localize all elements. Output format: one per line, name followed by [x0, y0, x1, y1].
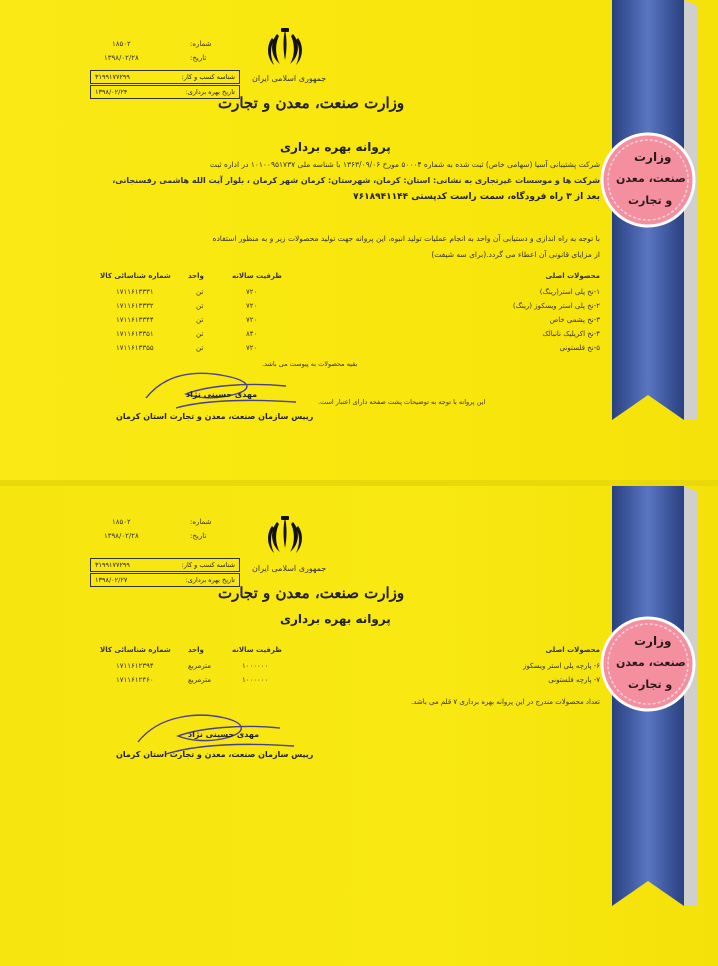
republic-title: جمهوری اسلامی ایران [252, 564, 327, 573]
col-header-products: محصولات اصلی [545, 646, 600, 654]
product-name: ۱-نخ پلی استر(رینگ) [539, 288, 600, 296]
number-value: ۱۸۵۰۲ [112, 518, 131, 526]
seal-line-3: و تجارت [628, 678, 673, 691]
col-header-code: شماره شناسائی کالا [100, 272, 171, 280]
goods-code: ۱۷۱۱۶۱۳۳۵۱ [116, 330, 154, 338]
capacity: ۷۲۰ [246, 316, 258, 324]
capacity: ۱۰۰۰۰۰۰ [242, 676, 269, 684]
unit: تن [196, 302, 204, 310]
goods-code: ۱۷۱۱۶۱۲۳۹۴ [116, 662, 154, 670]
goods-code: ۱۷۱۱۶۱۳۳۳۱ [116, 288, 154, 296]
issue-date-label: تاریخ بهره برداری: [185, 88, 235, 96]
capacity: ۷۲۰ [246, 288, 258, 296]
body-line-1: با توجه به راه اندازی و دستیابی آن واحد به انجام عملیات تولید انبوه، این پروانه جهت تولید محصولات زیر و به منظور استفاده [212, 234, 600, 243]
iran-emblem-icon [264, 514, 306, 558]
license-page-1 [0, 0, 718, 480]
ribbon-icon [602, 486, 712, 966]
issue-date-label: تاریخ بهره برداری: [185, 576, 235, 584]
products-count-note: تعداد محصولات مندرج در این پروانه بهره برداری ۷ قلم می باشد. [410, 698, 600, 706]
capacity: ۱۰۰۰۰۰۰ [242, 662, 269, 670]
number-value: ۱۸۵۰۲ [112, 40, 131, 48]
seal-line-3: و تجارت [628, 194, 673, 207]
table-footnote: بقیه محصولات به پیوست می باشد. [262, 360, 358, 368]
business-id-value: ۳۱۹۹۱۷۷۲۹۹ [95, 561, 130, 569]
product-name: ۵-نخ فلستونی [559, 344, 600, 352]
goods-code: ۱۷۱۱۶۱۳۳۳۲ [116, 302, 154, 310]
product-name: ۷- پارچه فلستونی [548, 676, 600, 684]
capacity: ۷۲۰ [246, 344, 258, 352]
product-name: ۶- پارچه پلی استر ویسکوز [522, 662, 600, 670]
goods-code: ۱۷۱۱۶۱۳۳۴۴ [116, 316, 154, 324]
col-header-capacity: ظرفیت سالانه [232, 646, 282, 654]
goods-code: ۱۷۱۱۶۱۲۴۶۰ [116, 676, 154, 684]
unit: تن [196, 330, 204, 338]
signer-name: مهدی حسینی نژاد [186, 390, 258, 399]
product-name: ۲-نخ پلی استر ویسکوز (رینگ) [512, 302, 600, 310]
capacity: ۷۲۰ [246, 302, 258, 310]
seal-line-2: صنعت، معدن [616, 656, 686, 669]
col-header-unit: واحد [188, 646, 204, 654]
unit: تن [196, 288, 204, 296]
business-id-label: شناسه کسب و کار: [181, 73, 235, 81]
intro-line-2: شرکت ها و موسسات غیرتجاری به نشانی: استان: کرمان، شهرستان: کرمان شهر کرمان ، بلوار آیت الله هاشمی رفسنجانی، [112, 176, 600, 185]
business-id-value: ۳۱۹۹۱۷۷۲۹۹ [95, 73, 130, 81]
col-header-unit: واحد [188, 272, 204, 280]
signer-name: مهدی حسینی نژاد [188, 730, 260, 739]
ribbon-icon [602, 0, 712, 480]
unit: تن [196, 316, 204, 324]
col-header-products: محصولات اصلی [545, 272, 600, 280]
unit: مترمربع [188, 676, 212, 684]
date-value: ۱۳۹۸/۰۲/۲۸ [104, 54, 139, 62]
seal-line-1: وزارت [634, 634, 672, 648]
body-line-2: از مزایای قانونی آن اعطاء می گردد.(برای سه شیفت) [431, 250, 600, 259]
republic-title: جمهوری اسلامی ایران [252, 74, 327, 83]
intro-line-3: بعد از ۳ راه فرودگاه، سمت راست کدپستی ۷۶۱۸۹۴۱۱۴۴ [353, 192, 600, 202]
ministry-title: وزارت صنعت، معدن و تجارت [218, 94, 405, 112]
ministry-title: وزارت صنعت، معدن و تجارت [218, 584, 405, 602]
iran-emblem-icon [264, 26, 306, 70]
seal-line-2: صنعت، معدن [616, 172, 686, 185]
goods-code: ۱۷۱۱۶۱۳۳۵۵ [116, 344, 154, 352]
date-label: تاریخ: [190, 532, 207, 540]
intro-line-1: شرکت پشتیبانی آسیا (سهامی خاص) ثبت شده به شماره ۵۰۰۰۴ مورخ ۱۳۶۳/۰۹/۰۶ با شناسه ملی ۱۰۱۰۰۹۵۱۷۳۷ در اداره ثبت [209, 160, 600, 169]
number-label: شماره: [190, 40, 212, 48]
unit: مترمربع [188, 662, 212, 670]
capacity: ۸۴۰ [246, 330, 258, 338]
seal-line-1: وزارت [634, 150, 672, 164]
business-id-box [90, 70, 240, 84]
issue-date-value: ۱۳۹۸/۰۲/۲۷ [95, 576, 128, 584]
license-page-2 [0, 486, 718, 966]
date-value: ۱۳۹۸/۰۲/۲۸ [104, 532, 139, 540]
number-label: شماره: [190, 518, 212, 526]
issue-date-value: ۱۳۹۸/۰۲/۲۴ [95, 88, 128, 96]
unit: تن [196, 344, 204, 352]
col-header-capacity: ظرفیت سالانه [232, 272, 282, 280]
product-name: ۴-نخ اکریلیک نانبالک [542, 330, 600, 338]
license-title: پروانه بهره برداری [280, 140, 391, 154]
signer-title: رییس سازمان صنعت، معدن و تجارت استان کرمان [116, 750, 314, 759]
signer-title: رییس سازمان صنعت، معدن و تجارت استان کرمان [116, 412, 314, 421]
business-id-label: شناسه کسب و کار: [181, 561, 235, 569]
validity-note: این پروانه با توجه به توضیحات پشت صفحه دارای اعتبار است. [318, 398, 486, 406]
license-title: پروانه بهره برداری [280, 612, 391, 626]
col-header-code: شماره شناسائی کالا [100, 646, 171, 654]
product-name: ۳-نخ پشمی خاص [549, 316, 600, 324]
date-label: تاریخ: [190, 54, 207, 62]
business-id-box [90, 558, 240, 572]
